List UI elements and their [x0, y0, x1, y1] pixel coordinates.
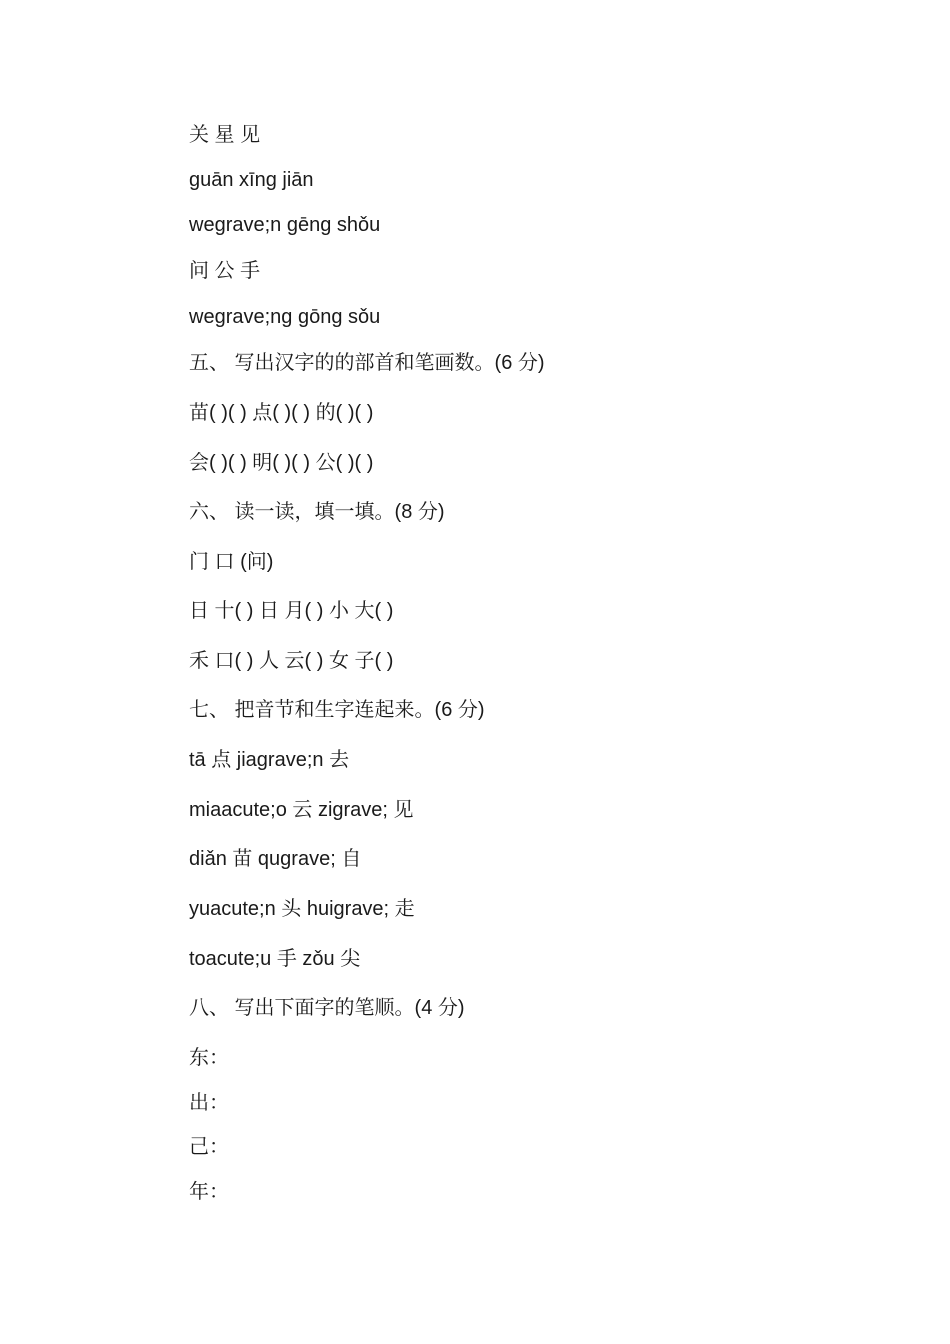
- text-line-chars-2: 问 公 手: [189, 260, 261, 282]
- exercise-line-6-1: 日 十( ) 日 月( ) 小 大( ): [189, 600, 394, 622]
- exercise-line-7-4: yuacute;n 头 huigrave; 走: [189, 898, 415, 920]
- text-line-pinyin-2: wegrave;n gēng shǒu: [189, 214, 381, 236]
- exercise-line-6-example: 门 口 (问): [189, 551, 274, 573]
- section-heading-7: 七、 把音节和生字连起来。(6 分): [189, 699, 485, 721]
- text-line-chars-1: 关 星 见: [189, 124, 261, 146]
- text-line-pinyin-1: guān xīng jiān: [189, 169, 314, 191]
- text-line-pinyin-3: wegrave;ng gōng sǒu: [189, 306, 381, 328]
- exercise-line-7-3: diǎn 苗 qugrave; 自: [189, 848, 362, 870]
- exercise-line-7-1: tā 点 jiagrave;n 去: [189, 749, 350, 771]
- section-heading-8: 八、 写出下面字的笔顺。(4 分): [189, 997, 465, 1019]
- stroke-order-ji: 己：: [189, 1136, 229, 1158]
- section-heading-5: 五、 写出汉字的的部首和笔画数。(6 分): [189, 352, 545, 374]
- stroke-order-nian: 年：: [189, 1181, 229, 1203]
- exercise-line-6-2: 禾 口( ) 人 云( ) 女 子( ): [189, 650, 394, 672]
- exercise-line-5-2: 会( )( ) 明( )( ) 公( )( ): [189, 452, 374, 474]
- exercise-line-5-1: 苗( )( ) 点( )( ) 的( )( ): [189, 402, 374, 424]
- section-heading-6: 六、 读一读，填一填。(8 分): [189, 501, 445, 523]
- stroke-order-dong: 东：: [189, 1047, 229, 1069]
- exercise-line-7-2: miaacute;o 云 zigrave; 见: [189, 799, 414, 821]
- exercise-line-7-5: toacute;u 手 zǒu 尖: [189, 948, 361, 970]
- stroke-order-chu: 出：: [189, 1092, 229, 1114]
